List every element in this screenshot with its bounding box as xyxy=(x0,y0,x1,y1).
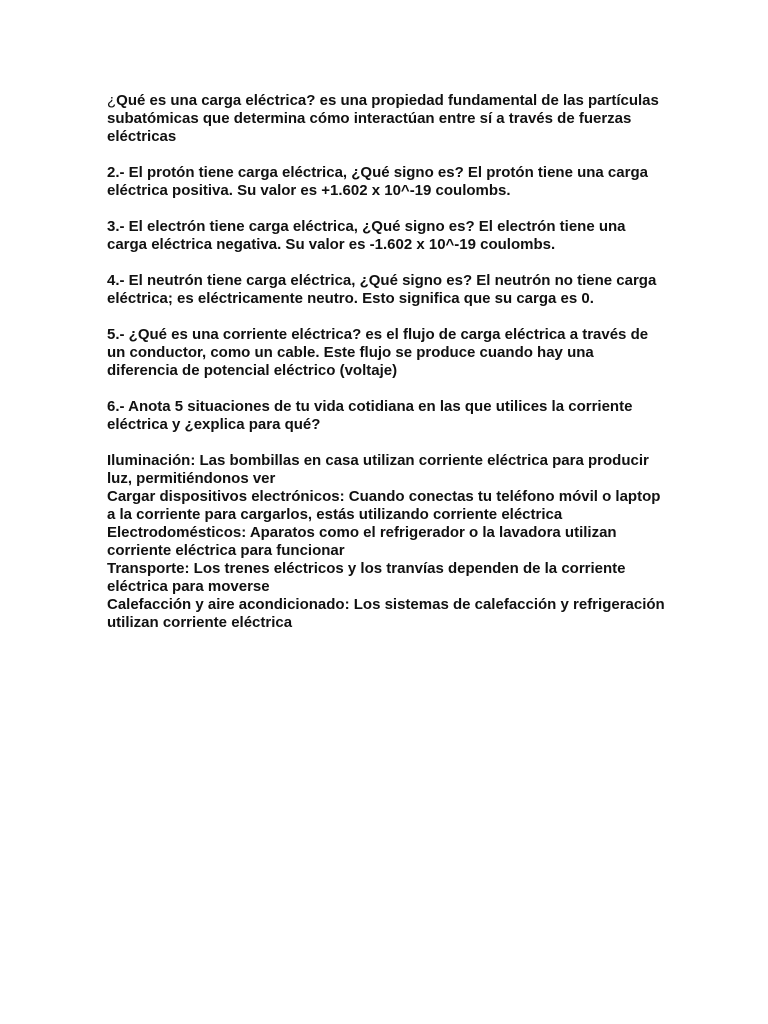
question-4-paragraph: 4.- El neutrón tiene carga eléctrica, ¿Qué signo es? El neutrón no tiene carga eléctrica; es eléctricamente neutro. Esto significa que su carga es 0. xyxy=(107,272,657,307)
situation-item: Electrodomésticos: Aparatos como el refrigerador o la lavadora utilizan corriente eléctrica para funcionar xyxy=(107,524,617,559)
situation-item: Transporte: Los trenes eléctricos y los tranvías dependen de la corriente eléctrica para moverse xyxy=(107,560,626,595)
situation-item: Iluminación: Las bombillas en casa utilizan corriente eléctrica para producir luz, permitiéndonos ver xyxy=(107,452,649,487)
question-1-paragraph xyxy=(107,92,667,146)
question-6-paragraph: 6.- Anota 5 situaciones de tu vida cotidiana en las que utilices la corriente eléctrica y ¿explica para qué? xyxy=(107,398,633,433)
document-page xyxy=(107,92,667,632)
situation-item: Calefacción y aire acondicionado: Los sistemas de calefacción y refrigeración utilizan corriente eléctrica xyxy=(107,596,665,631)
question-3-paragraph: 3.- El electrón tiene carga eléctrica, ¿Qué signo es? El electrón tiene una carga eléctrica negativa. Su valor es -1.602 x 10^-19 coulombs. xyxy=(107,218,626,253)
question-2-paragraph: 2.- El protón tiene carga eléctrica, ¿Qué signo es? El protón tiene una carga eléctrica positiva. Su valor es +1.602 x 10^-19 coulombs. xyxy=(107,164,648,199)
situation-item: Cargar dispositivos electrónicos: Cuando conectas tu teléfono móvil o laptop a la corriente para cargarlos, estás utilizando corriente eléctrica xyxy=(107,488,661,523)
situations-list xyxy=(107,452,667,632)
question-1-mark: ¿ xyxy=(107,92,117,109)
question-5-paragraph: 5.- ¿Qué es una corriente eléctrica? es el flujo de carga eléctrica a través de un conductor, como un cable. Este flujo se produce cuando hay una diferencia de potencial eléctrico (voltaje) xyxy=(107,326,649,379)
question-1-text: Qué es una carga eléctrica? es una propiedad fundamental de las partículas subatómicas que determina cómo interactúan entre sí a través de fuerzas eléctricas xyxy=(107,92,659,145)
